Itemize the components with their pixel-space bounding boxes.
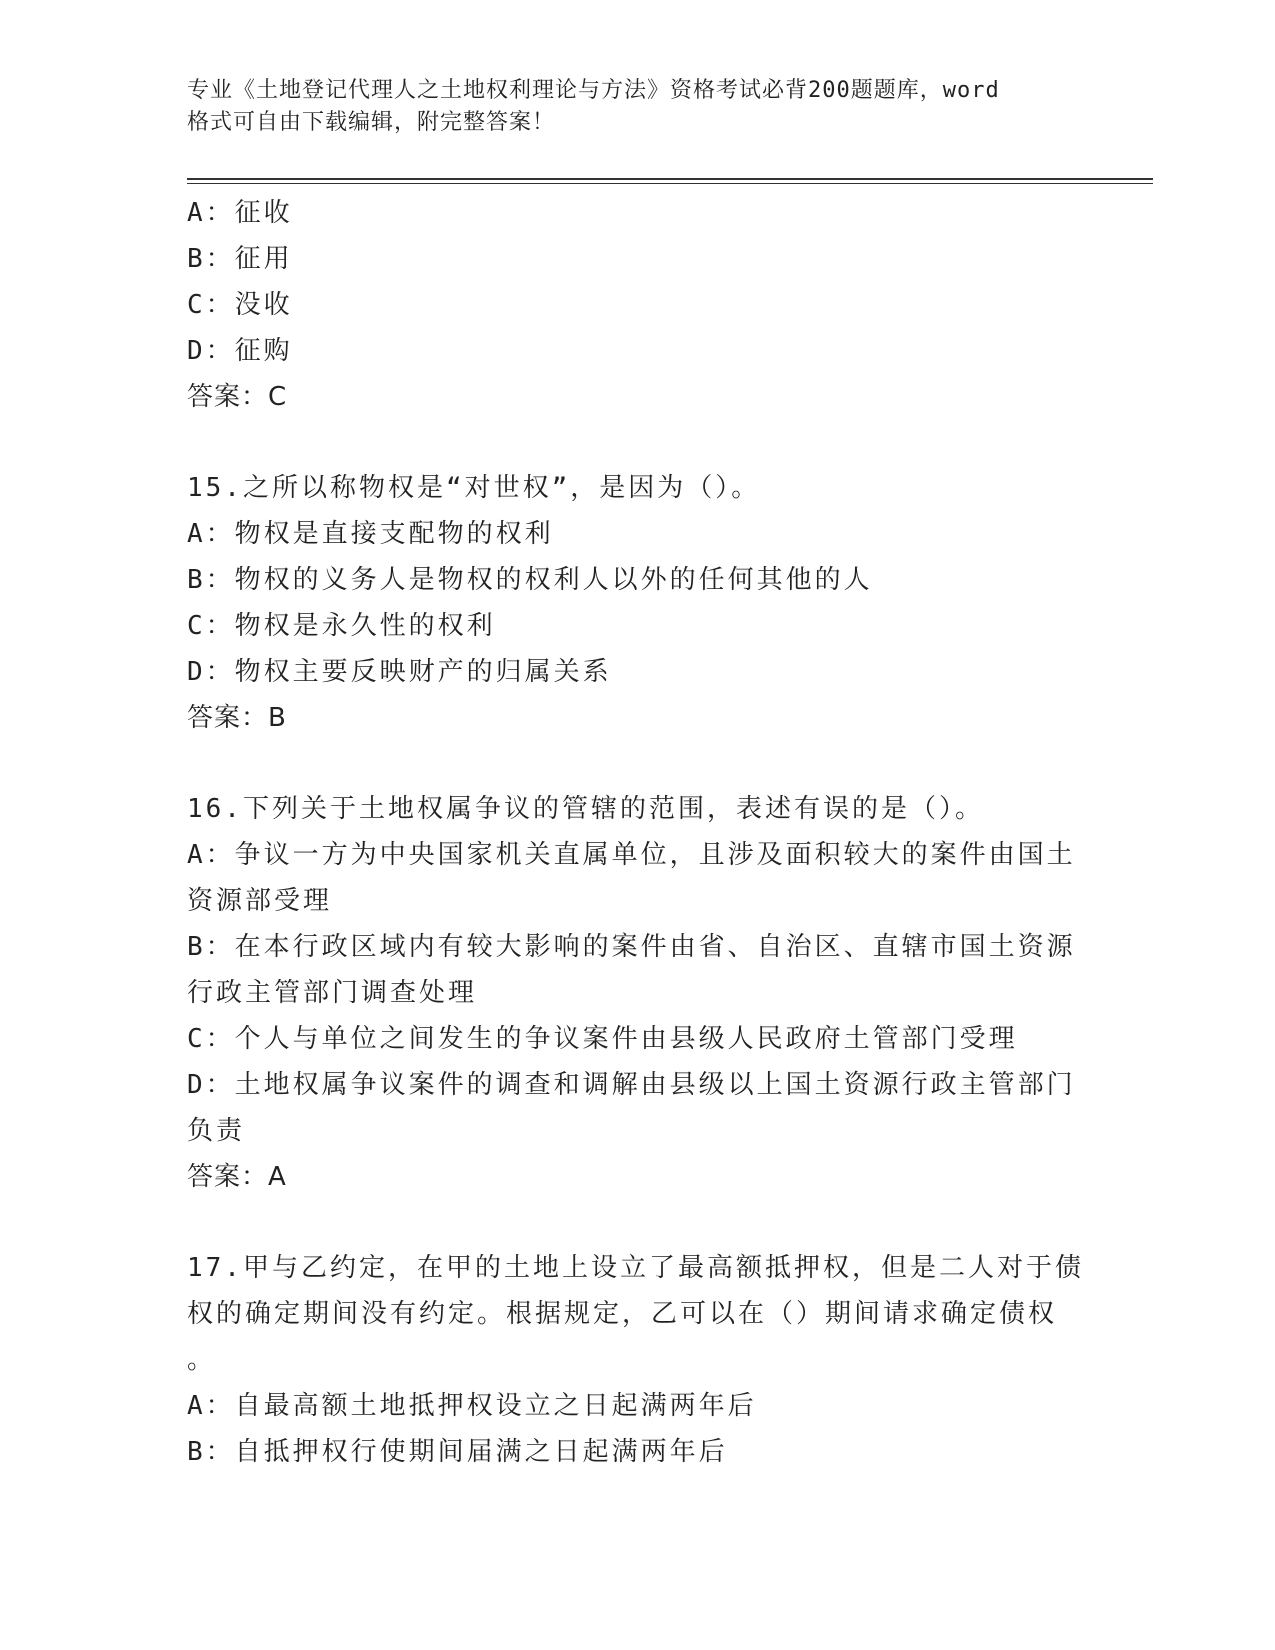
answer: 答案：A	[187, 1162, 287, 1192]
question-text: 17.甲与乙约定，在甲的土地上设立了最高额抵押权，但是二人对于债	[187, 1253, 1084, 1283]
header-divider-thick	[187, 178, 1153, 180]
option-a: A：物权是直接支配物的权利	[187, 519, 554, 549]
option-d: D：土地权属争议案件的调查和调解由县级以上国土资源行政主管部门	[187, 1070, 1076, 1100]
question-17	[187, 1245, 1087, 1475]
question-list	[187, 190, 1087, 1475]
option-a: A：自最高额土地抵押权设立之日起满两年后	[187, 1391, 757, 1421]
spacer	[187, 420, 1087, 465]
question-text: 16.下列关于土地权属争议的管辖的范围，表述有误的是（）。	[187, 794, 984, 824]
option-a-cont: 资源部受理	[187, 886, 333, 916]
option-c: C：个人与单位之间发生的争议案件由县级人民政府土管部门受理	[187, 1024, 1018, 1054]
option-a: A：征收	[187, 198, 293, 228]
option-c: C：没收	[187, 290, 293, 320]
question-text-cont: 权的确定期间没有约定。根据规定，乙可以在（）期间请求确定债权	[187, 1299, 1058, 1329]
option-d: D：物权主要反映财产的归属关系	[187, 657, 612, 687]
document-header	[187, 75, 1087, 139]
option-d: D：征购	[187, 336, 293, 366]
question-text-cont: 。	[187, 1345, 217, 1375]
option-a: A：争议一方为中央国家机关直属单位，且涉及面积较大的案件由国土	[187, 840, 1076, 870]
question-16	[187, 786, 1087, 1200]
answer: 答案：B	[187, 703, 287, 733]
spacer	[187, 1200, 1087, 1245]
option-b: B：征用	[187, 244, 293, 274]
option-c: C：物权是永久性的权利	[187, 611, 496, 641]
question-text: 15.之所以称物权是“对世权”，是因为（）。	[187, 473, 761, 503]
spacer	[187, 741, 1087, 786]
option-d-cont: 负责	[187, 1116, 246, 1146]
question-15	[187, 465, 1087, 741]
answer: 答案：C	[187, 382, 288, 412]
question-14	[187, 190, 1087, 420]
header-line-1: 专业《土地登记代理人之土地权利理论与方法》资格考试必背200题题库，word	[187, 78, 1000, 103]
header-line-2: 格式可自由下载编辑，附完整答案！	[187, 110, 556, 135]
option-b-cont: 行政主管部门调查处理	[187, 978, 478, 1008]
option-b: B：物权的义务人是物权的权利人以外的任何其他的人	[187, 565, 873, 595]
option-b: B：自抵押权行使期间届满之日起满两年后	[187, 1437, 728, 1467]
header-divider-thin	[187, 183, 1153, 184]
option-b: B：在本行政区域内有较大影响的案件由省、自治区、直辖市国土资源	[187, 932, 1076, 962]
